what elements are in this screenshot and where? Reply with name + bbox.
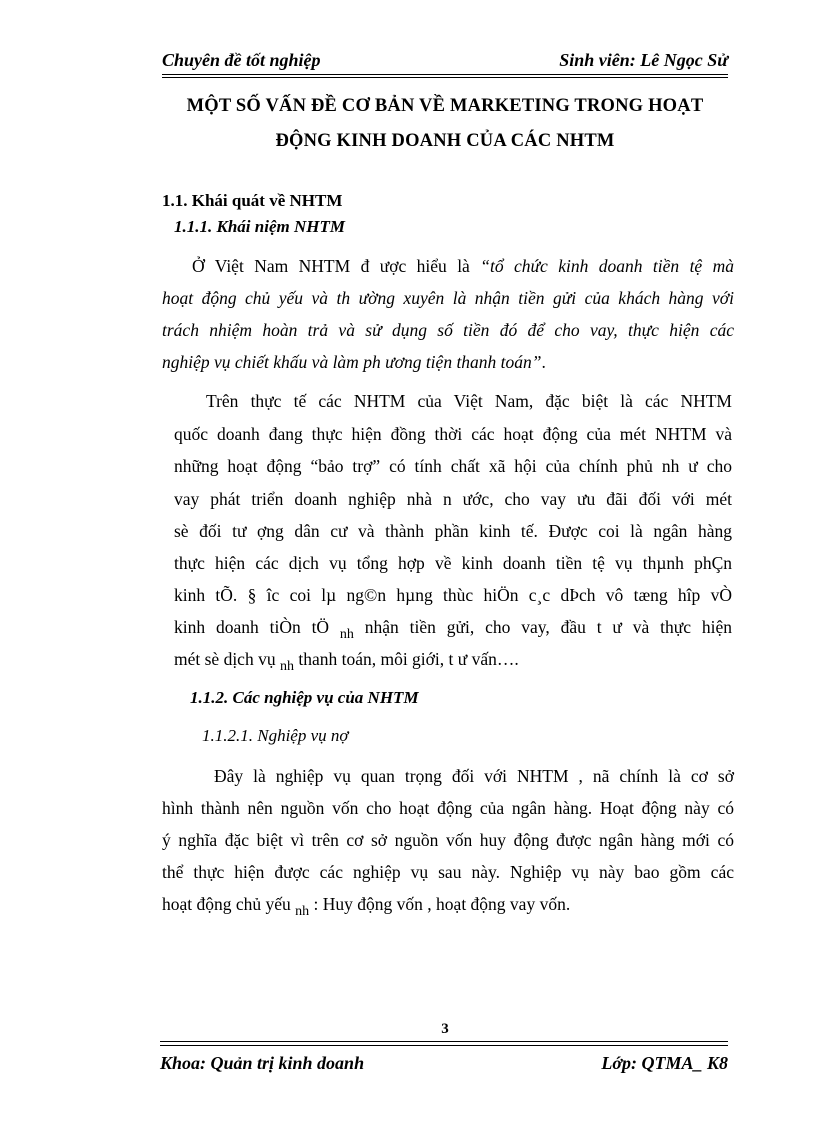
footer-left: Khoa: Quản trị kinh doanh — [160, 1053, 365, 1073]
para1-line-2: hoạt động chủ yếu và th ường xuyên là nhận tiền gửi của khách hàng với — [162, 288, 734, 308]
para2-line-8-sub: nh — [339, 627, 354, 642]
footer-right: Lớp: QTMA_ K8 — [601, 1053, 728, 1073]
footer-rule-2 — [160, 1045, 728, 1046]
para2-line-8-a: kinh doanh tiÒn tÖ — [174, 617, 340, 637]
para2-line-8 — [174, 617, 732, 642]
para1-line-3: trách nhiệm hoàn trả và sử dụng số tiền đó để cho vay, thực hiện các — [162, 320, 734, 340]
para1-line-4-end: . — [541, 352, 546, 372]
para3-line-3: ý nghĩa đặc biệt vì trên cơ sở nguồn vốn huy động được ngân hàng mới có — [162, 830, 734, 850]
title-line-2: ĐỘNG KINH DOANH CỦA CÁC NHTM — [275, 131, 615, 151]
para3-line-1: Đây là nghiệp vụ quan trọng đối với NHTM , nã chính là cơ sở — [214, 766, 734, 786]
para1-line-1-plain: Ở Việt Nam NHTM đ ược hiểu là — [192, 256, 481, 276]
para2-line-3: những hoạt động “bảo trợ” có tính chất xã hội của chính phủ nh ư cho — [174, 456, 732, 476]
para1-line-4 — [162, 352, 546, 373]
para3-line-2: hình thành nên nguồn vốn cho hoạt động của ngân hàng. Hoạt động này có — [162, 798, 734, 818]
para3-line-5-b: : Huy động vốn , hoạt động vay vốn. — [309, 894, 571, 914]
header-rule-1 — [162, 74, 728, 75]
para2-line-5: sè đối tư ợng dân cư và thành phần kinh tế. Được coi là ngân hàng — [174, 521, 732, 541]
para2-line-2: quốc doanh đang thực hiện đồng thời các hoạt động của mét NHTM và — [174, 424, 732, 444]
para3-line-5 — [162, 894, 571, 919]
para2-line-7: kinh tÕ. § îc coi lµ ng©n hµng thùc hiÖn c¸c dÞch vô tæng hîp vÒ — [174, 585, 732, 605]
heading-1-1-2-1: 1.1.2.1. Nghiệp vụ nợ — [202, 726, 349, 745]
para2-line-9-b: thanh toán, môi giới, t ư vấn…. — [293, 649, 519, 669]
para2-line-9 — [174, 649, 519, 674]
heading-1-1-1: 1.1.1. Khái niệm NHTM — [174, 217, 345, 236]
heading-1-1: 1.1. Khái quát về NHTM — [162, 191, 343, 210]
para3-line-5-a: hoạt động chủ yếu — [162, 894, 296, 914]
para2-line-9-sub: nh — [279, 659, 294, 674]
para3-line-4: thể thực hiện được các nghiệp vụ sau này. Nghiệp vụ này bao gồm các — [162, 862, 734, 882]
para2-line-9-a: mét sè dịch vụ — [174, 649, 280, 669]
header-left: Chuyên đề tốt nghiệp — [162, 50, 321, 70]
para1-line-1-italic: “tổ chức kinh doanh tiền tệ mà — [480, 256, 734, 276]
page-number: 3 — [441, 1021, 449, 1037]
header-rule-2 — [162, 77, 728, 78]
para2-line-6: thực hiện các dịch vụ tổng hợp về kinh doanh tiền tệ vụ thµnh phÇn — [174, 553, 732, 573]
para2-line-8-b: nhận tiền gửi, cho vay, đầu t ư và thực hiện — [353, 617, 732, 637]
title-line-1: MỘT SỐ VẤN ĐỀ CƠ BẢN VỀ MARKETING TRONG HOẠT — [186, 96, 704, 116]
heading-1-1-2: 1.1.2. Các nghiệp vụ của NHTM — [190, 688, 419, 707]
header-right: Sinh viên: Lê Ngọc Sử — [559, 50, 728, 70]
para2-line-4: vay phát triển doanh nghiệp nhà n ước, cho vay ưu đãi đối với mét — [174, 489, 732, 509]
para1-line-1 — [162, 256, 734, 277]
para2-line-1: Trên thực tế các NHTM của Việt Nam, đặc biệt là các NHTM — [206, 391, 732, 411]
para3-line-5-sub: nh — [295, 904, 310, 919]
para1-line-4-italic: nghiệp vụ chiết khấu và làm ph ương tiện thanh toán” — [162, 352, 542, 372]
footer-rule-1 — [160, 1041, 728, 1042]
